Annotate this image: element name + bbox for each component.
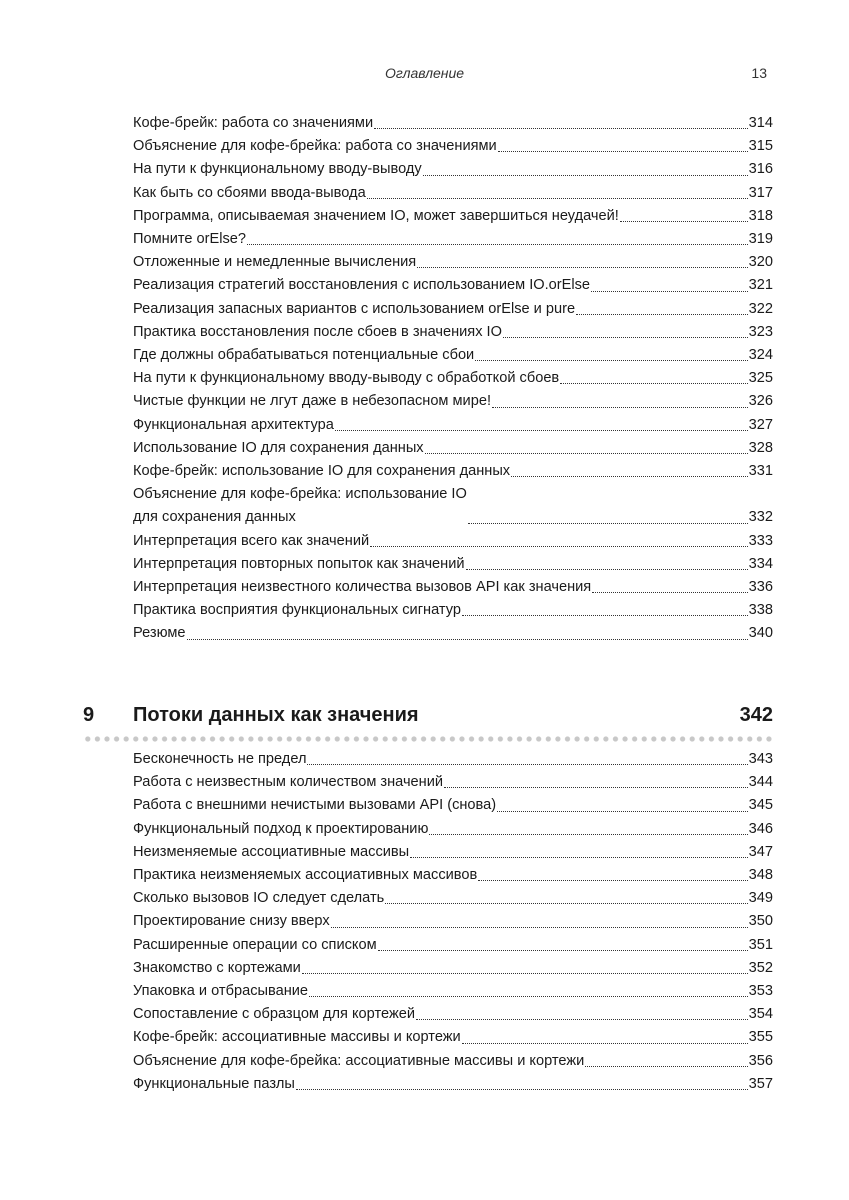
- dot-leader: [429, 834, 747, 835]
- dot-leader: [378, 950, 748, 951]
- toc-entry-page: 317: [748, 184, 773, 201]
- toc-entry-page: 336: [748, 579, 773, 596]
- toc-entry-title: Объяснение для кофе-брейка: ассоциативные массивы и кортежи: [133, 1052, 585, 1069]
- toc-entry[interactable]: [133, 957, 773, 980]
- dot-leader: [335, 430, 748, 431]
- toc-entry[interactable]: [133, 1050, 773, 1073]
- toc-entry-title: Реализация стратегий восстановления с использованием IO.orElse: [133, 277, 591, 294]
- toc-entry[interactable]: [133, 367, 773, 390]
- dot-leader: [423, 175, 748, 176]
- dot-leader: [410, 857, 747, 858]
- dot-leader: [417, 267, 747, 268]
- toc-entry-page: 324: [748, 347, 773, 364]
- toc-entry[interactable]: [133, 910, 773, 933]
- toc-entry-title: Как быть со сбоями ввода-вывода: [133, 184, 366, 201]
- toc-entry-page: 350: [748, 913, 773, 930]
- toc-entry-page: 346: [748, 820, 773, 837]
- dot-leader: [296, 1089, 748, 1090]
- toc-entry[interactable]: [133, 1073, 773, 1096]
- dot-leader: [302, 973, 748, 974]
- dot-leader: [492, 407, 748, 408]
- toc-entry[interactable]: [133, 841, 773, 864]
- toc-entry-title: Работа с внешними нечистыми вызовами API (снова): [133, 797, 497, 814]
- page-number: 13: [751, 65, 767, 81]
- toc-entry-title: Сколько вызовов IO следует сделать: [133, 890, 385, 907]
- toc-entry-page: 355: [748, 1029, 773, 1046]
- dot-leader: [374, 128, 748, 129]
- toc-entry-page: 332: [748, 509, 773, 526]
- toc-entry-title: На пути к функциональному вводу-выводу с обработкой сбоев: [133, 370, 560, 387]
- dot-leader: [416, 1019, 748, 1020]
- toc-entry-page: 352: [748, 959, 773, 976]
- toc-entry-page: 344: [748, 774, 773, 791]
- toc-entry[interactable]: [133, 553, 773, 576]
- toc-entry-page: 343: [748, 751, 773, 767]
- toc-entry-title: Практика неизменяемых ассоциативных массивов: [133, 867, 478, 884]
- toc-entry-page: 319: [748, 231, 773, 248]
- dot-leader: [367, 198, 748, 199]
- chapter-page: 342: [739, 704, 773, 726]
- toc-entry-title: Сопоставление с образцом для кортежей: [133, 1006, 415, 1023]
- toc-entry-title: Кофе-брейк: работа со значениями: [133, 115, 374, 131]
- toc-entry[interactable]: [133, 818, 773, 841]
- toc-entry-title-line1: Объяснение для кофе-брейка: использование IO: [133, 486, 467, 503]
- toc-entry-title: Реализация запасных вариантов с использованием orElse и pure: [133, 300, 576, 317]
- toc-entry[interactable]: [133, 1003, 773, 1026]
- toc-entry[interactable]: [133, 112, 773, 135]
- toc-entry[interactable]: [133, 864, 773, 887]
- toc-entry-page: 334: [748, 555, 773, 572]
- toc-entry-title: Неизменяемые ассоциативные массивы: [133, 843, 410, 860]
- dot-leader: [591, 291, 748, 292]
- toc-list-continued: [133, 112, 773, 646]
- dot-leader: [560, 383, 747, 384]
- toc-entry[interactable]: [133, 182, 773, 205]
- running-header: [0, 64, 849, 82]
- toc-entry-title: Функциональная архитектура: [133, 416, 334, 433]
- toc-entry-page: 320: [748, 254, 773, 271]
- toc-entry-title: Кофе-брейк: использование IO для сохранения данных: [133, 463, 511, 480]
- toc-entry-title: Практика восстановления после сбоев в значениях IO: [133, 323, 502, 340]
- toc-entry[interactable]: [133, 622, 773, 645]
- dot-leader: [497, 811, 748, 812]
- dot-leader: [592, 592, 747, 593]
- toc-entry[interactable]: [133, 158, 773, 181]
- dot-leader: [462, 1043, 748, 1044]
- dot-leader: [309, 996, 748, 997]
- toc-entry[interactable]: [133, 251, 773, 274]
- toc-entry-page: 353: [748, 983, 773, 1000]
- dot-leader: [466, 569, 748, 570]
- toc-entry-page: 333: [748, 532, 773, 549]
- toc-entry[interactable]: [133, 576, 773, 599]
- dot-leader: [478, 880, 747, 881]
- toc-entry[interactable]: [133, 205, 773, 228]
- toc-entry-title: Функциональный подход к проектированию: [133, 820, 429, 837]
- toc-entry[interactable]: [133, 437, 773, 460]
- toc-entry[interactable]: [133, 771, 773, 794]
- toc-entry[interactable]: [133, 980, 773, 1003]
- toc-entry[interactable]: [133, 748, 773, 771]
- dot-leader: [620, 221, 748, 222]
- dot-leader: [187, 639, 748, 640]
- toc-entry-page: 348: [748, 867, 773, 884]
- toc-entry-page: 331: [748, 463, 773, 480]
- dot-leader: [511, 476, 748, 477]
- toc-entry-title: Функциональные пазлы: [133, 1075, 295, 1092]
- dot-leader: [503, 337, 748, 338]
- chapter-title: Потоки данных как значения: [133, 704, 419, 726]
- toc-entry-page: 340: [748, 625, 773, 642]
- toc-entry-title: Использование IO для сохранения данных: [133, 439, 424, 456]
- toc-entry-title-line2: для сохранения данных: [133, 509, 296, 526]
- toc-entry-title: Резюме: [133, 625, 186, 642]
- toc-entry-page: 316: [748, 161, 773, 178]
- dot-leader: [385, 903, 747, 904]
- toc-entry-page: 338: [748, 602, 773, 619]
- toc-entry-title: Кофе-брейк: ассоциативные массивы и кортежи: [133, 1029, 461, 1046]
- dot-leader: [247, 244, 748, 245]
- toc-entry[interactable]: [133, 135, 773, 158]
- dot-leader: [307, 764, 747, 765]
- toc-entry-title: Расширенные операции со списком: [133, 936, 377, 953]
- toc-entry-title: Интерпретация неизвестного количества вызовов API как значения: [133, 579, 592, 596]
- toc-entry-page: 354: [748, 1006, 773, 1023]
- toc-entry[interactable]: [133, 599, 773, 622]
- toc-entry[interactable]: [133, 344, 773, 367]
- toc-entry[interactable]: [133, 274, 773, 297]
- dot-leader: [444, 787, 748, 788]
- toc-entry-title: На пути к функциональному вводу-выводу: [133, 161, 422, 178]
- toc-entry-page: 345: [748, 797, 773, 814]
- toc-entry-page: 351: [748, 936, 773, 953]
- toc-entry[interactable]: [133, 460, 773, 483]
- toc-entry-page: 314: [748, 115, 773, 131]
- dot-leader: [475, 360, 747, 361]
- toc-entry-title: Интерпретация всего как значений: [133, 532, 370, 549]
- toc-entry-title: Знакомство с кортежами: [133, 959, 301, 976]
- chapter-number: 9: [83, 704, 95, 726]
- toc-entry-page: 325: [748, 370, 773, 387]
- toc-entry-title: Интерпретация повторных попыток как значений: [133, 555, 465, 572]
- dot-leader: [462, 615, 748, 616]
- dot-leader: [576, 314, 748, 315]
- toc-entry[interactable]: [133, 321, 773, 344]
- dot-leader: [331, 927, 748, 928]
- toc-entry-title: Где должны обрабатываться потенциальные сбои: [133, 347, 475, 364]
- toc-entry-page: 328: [748, 439, 773, 456]
- chapter-heading[interactable]: [83, 700, 773, 730]
- toc-entry[interactable]: [133, 228, 773, 251]
- toc-entry-title: Упаковка и отбрасывание: [133, 983, 309, 1000]
- toc-entry-title: Практика восприятия функциональных сигнатур: [133, 602, 461, 619]
- toc-entry-page: 323: [748, 323, 773, 340]
- toc-entry[interactable]: [133, 530, 773, 553]
- toc-entry-page: 315: [748, 138, 773, 155]
- toc-entry-page: 327: [748, 416, 773, 433]
- toc-entry[interactable]: [133, 390, 773, 413]
- dot-leader: [585, 1066, 747, 1067]
- toc-entry-page: 321: [748, 277, 773, 294]
- dot-leader: [468, 523, 748, 524]
- chapter-dotted-rule: [83, 736, 773, 742]
- toc-entry[interactable]: [133, 887, 773, 910]
- toc-entry-title: Объяснение для кофе-брейка: работа со значениями: [133, 138, 497, 155]
- toc-entry-page: 349: [748, 890, 773, 907]
- toc-entry[interactable]: [133, 414, 773, 437]
- toc-entry-title: Работа с неизвестным количеством значений: [133, 774, 444, 791]
- running-title: Оглавление: [384, 65, 465, 81]
- toc-entry-title: Помните orElse?: [133, 231, 247, 248]
- toc-entry-page: 356: [748, 1052, 773, 1069]
- toc-entry-title: Программа, описываемая значением IO, может завершиться неудачей!: [133, 207, 619, 224]
- toc-entry[interactable]: [133, 298, 773, 321]
- dot-leader: [370, 546, 748, 547]
- toc-entry[interactable]: [133, 1026, 773, 1049]
- toc-entry-title: Чистые функции не лгут даже в небезопасном мире!: [133, 393, 491, 410]
- toc-entry-page: 322: [748, 300, 773, 317]
- dot-leader: [425, 453, 748, 454]
- toc-entry[interactable]: [133, 934, 773, 957]
- toc-entry-page: 326: [748, 393, 773, 410]
- toc-entry-title: Отложенные и немедленные вычисления: [133, 254, 417, 271]
- dot-leader: [498, 151, 748, 152]
- toc-entry-multiline[interactable]: [133, 483, 773, 529]
- toc-entry-page: 347: [748, 843, 773, 860]
- toc-entry-title: Проектирование снизу вверх: [133, 913, 330, 930]
- toc-entry-title-wrap: [133, 483, 467, 529]
- toc-entry-title: Бесконечность не предел: [133, 751, 307, 767]
- toc-entry-page: 318: [748, 207, 773, 224]
- toc-list-chapter-9: [133, 748, 773, 1096]
- toc-entry[interactable]: [133, 794, 773, 817]
- toc-entry-page: 357: [748, 1075, 773, 1092]
